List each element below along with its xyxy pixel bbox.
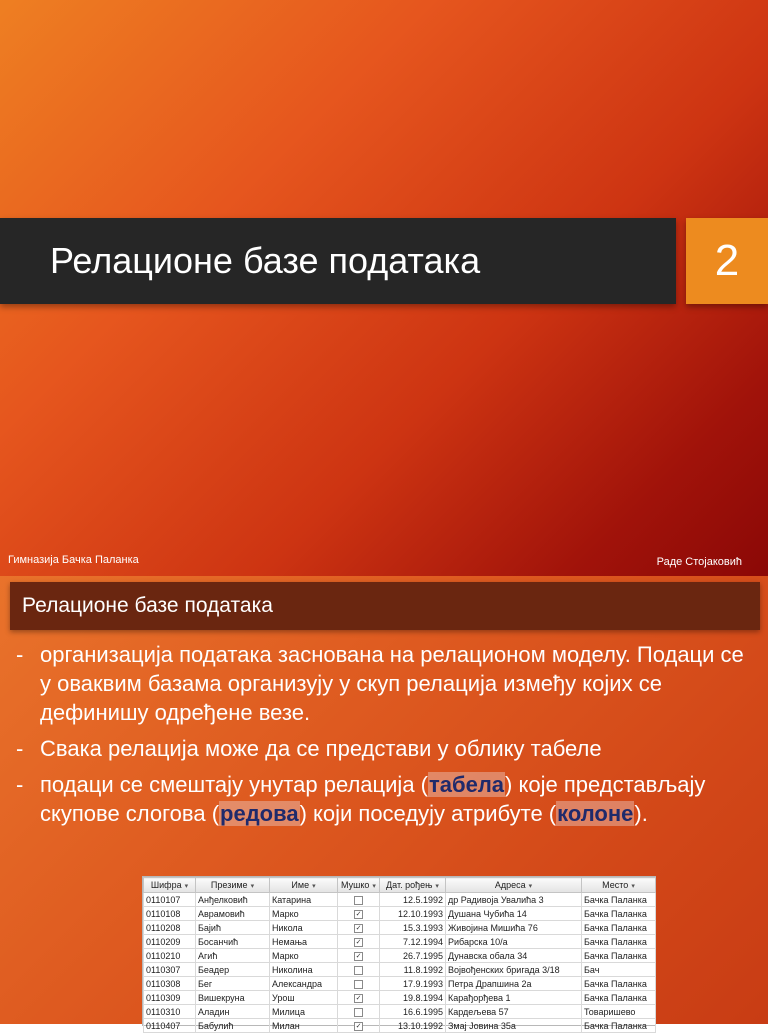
table-row[interactable]	[144, 893, 656, 907]
column-header[interactable]: Презиме ▾	[196, 878, 270, 893]
table-cell[interactable]: 0110209	[144, 935, 196, 949]
slide-number-box	[686, 218, 768, 304]
bullet-text: организација података заснована на релационом моделу. Подаци се у оваквим базама организују у скуп релација између којих се дефинишу одређене везе.	[40, 642, 744, 725]
unchecked-checkbox-icon[interactable]	[354, 896, 363, 905]
table-cell[interactable]: Петра Драпшина 2а	[446, 977, 582, 991]
checked-checkbox-icon[interactable]: ✓	[355, 1022, 362, 1030]
male-checkbox-cell[interactable]	[338, 921, 380, 935]
male-checkbox-cell[interactable]	[338, 935, 380, 949]
table-cell[interactable]: Милан	[270, 1019, 338, 1033]
table-cell[interactable]: 7.12.1994	[380, 935, 446, 949]
table-cell[interactable]: Бајић	[196, 921, 270, 935]
table-cell[interactable]: Агић	[196, 949, 270, 963]
male-checkbox-cell[interactable]	[338, 977, 380, 991]
column-header[interactable]: Место ▾	[582, 878, 656, 893]
title-bar	[0, 218, 676, 304]
slide-number: 2	[714, 236, 740, 285]
student-table-image	[142, 876, 656, 1031]
table-cell[interactable]: Товаришево	[582, 1005, 656, 1019]
table-cell[interactable]: Бачка Паланка	[582, 977, 656, 991]
table-cell[interactable]: 0110208	[144, 921, 196, 935]
table-cell[interactable]: Живојина Мишића 76	[446, 921, 582, 935]
dropdown-arrow-icon: ▾	[372, 883, 376, 890]
table-row[interactable]	[144, 1019, 656, 1033]
male-checkbox-cell[interactable]	[338, 949, 380, 963]
table-cell[interactable]: 12.5.1992	[380, 893, 446, 907]
table-cell[interactable]: Урош	[270, 991, 338, 1005]
table-cell[interactable]: Карађорђева 1	[446, 991, 582, 1005]
footer-school: Гимназија Бачка Паланка	[8, 554, 139, 566]
table-cell[interactable]: Босанчић	[196, 935, 270, 949]
table-row[interactable]	[144, 921, 656, 935]
table-cell[interactable]: 13.10.1992	[380, 1019, 446, 1033]
table-cell[interactable]: 19.8.1994	[380, 991, 446, 1005]
male-checkbox-cell[interactable]	[338, 907, 380, 921]
bullet-item	[16, 640, 756, 727]
dropdown-arrow-icon: ▾	[435, 883, 439, 890]
male-checkbox-cell[interactable]	[338, 1019, 380, 1033]
table-cell[interactable]: Бег	[196, 977, 270, 991]
table-cell[interactable]: 0110310	[144, 1005, 196, 1019]
bullet-text-part: ) који поседују атрибуте (	[299, 801, 557, 826]
unchecked-checkbox-icon[interactable]	[354, 1008, 363, 1017]
table-cell[interactable]: 0110107	[144, 893, 196, 907]
bullet-text: Свака релација може да се представи у облику табеле	[40, 736, 602, 761]
table-cell[interactable]: Николина	[270, 963, 338, 977]
content-header	[10, 582, 760, 630]
table-cell[interactable]: Аврамовић	[196, 907, 270, 921]
table-row[interactable]	[144, 949, 656, 963]
table-cell[interactable]: Марко	[270, 907, 338, 921]
male-checkbox-cell[interactable]	[338, 893, 380, 907]
table-cell[interactable]: Бачка Паланка	[582, 893, 656, 907]
column-header[interactable]: Дат. рођењ ▾	[380, 878, 446, 893]
dropdown-arrow-icon: ▾	[631, 883, 635, 890]
checked-checkbox-icon[interactable]: ✓	[355, 924, 362, 932]
table-cell[interactable]: 0110407	[144, 1019, 196, 1033]
table-cell[interactable]: 17.9.1993	[380, 977, 446, 991]
bullet-list	[16, 640, 756, 835]
unchecked-checkbox-icon[interactable]	[354, 966, 363, 975]
highlight-table: табела	[429, 772, 505, 797]
table-row[interactable]	[144, 1005, 656, 1019]
table-cell[interactable]: Војвођенских бригада 3/18	[446, 963, 582, 977]
bullet-item	[16, 770, 756, 828]
dropdown-arrow-icon: ▾	[312, 883, 316, 890]
table-cell[interactable]: Бачка Паланка	[582, 1019, 656, 1033]
table-row[interactable]	[144, 963, 656, 977]
unchecked-checkbox-icon[interactable]	[354, 980, 363, 989]
table-cell[interactable]: Бач	[582, 963, 656, 977]
table-cell[interactable]: Змај Јовина 35а	[446, 1019, 582, 1033]
bullet-dash: -	[16, 772, 24, 797]
content-slide	[0, 576, 768, 1031]
footer-author: Раде Стојаковић	[656, 556, 742, 568]
table-cell[interactable]: Бачка Паланка	[582, 935, 656, 949]
column-header[interactable]: Мушко ▾	[338, 878, 380, 893]
table-cell[interactable]: Бабулић	[196, 1019, 270, 1033]
table-row[interactable]	[144, 977, 656, 991]
table-cell[interactable]: Бачка Паланка	[582, 991, 656, 1005]
table-cell[interactable]: 16.6.1995	[380, 1005, 446, 1019]
table-cell[interactable]: Бачка Паланка	[582, 907, 656, 921]
bullet-dash: -	[16, 642, 24, 667]
table-cell[interactable]: 0110307	[144, 963, 196, 977]
table-cell[interactable]: Вишекруна	[196, 991, 270, 1005]
table-cell[interactable]: Бачка Паланка	[582, 921, 656, 935]
table-cell[interactable]: Анђелковић	[196, 893, 270, 907]
dropdown-arrow-icon: ▾	[250, 883, 255, 890]
table-cell[interactable]: 11.8.1992	[380, 963, 446, 977]
table-row[interactable]	[144, 907, 656, 921]
table-cell[interactable]: Беадер	[196, 963, 270, 977]
male-checkbox-cell[interactable]	[338, 991, 380, 1005]
male-checkbox-cell[interactable]	[338, 963, 380, 977]
table-cell[interactable]: Никола	[270, 921, 338, 935]
checked-checkbox-icon[interactable]: ✓	[355, 938, 362, 946]
table-cell[interactable]: 0110108	[144, 907, 196, 921]
dropdown-arrow-icon: ▾	[184, 883, 189, 890]
slide-title: Релационе базе података	[50, 240, 481, 281]
column-header[interactable]: Име ▾	[270, 878, 338, 893]
highlight-columns: колоне	[557, 801, 634, 826]
bullet-text-part: подаци се смештају унутар релација (	[40, 772, 428, 797]
table-cell[interactable]: Рибарска 10/а	[446, 935, 582, 949]
table-cell[interactable]: Душана Чубића 14	[446, 907, 582, 921]
checked-checkbox-icon[interactable]: ✓	[355, 910, 362, 918]
student-table	[143, 877, 656, 1033]
column-header[interactable]: Шифра ▾	[144, 878, 196, 893]
table-cell[interactable]: Бачка Паланка	[582, 949, 656, 963]
checked-checkbox-icon[interactable]: ✓	[355, 952, 362, 960]
column-header[interactable]: Адреса ▾	[446, 878, 582, 893]
table-cell[interactable]: Катарина	[270, 893, 338, 907]
table-cell[interactable]: Александра	[270, 977, 338, 991]
table-cell[interactable]: Кардељева 57	[446, 1005, 582, 1019]
table-cell[interactable]: Дунавска обала 34	[446, 949, 582, 963]
male-checkbox-cell[interactable]	[338, 1005, 380, 1019]
table-cell[interactable]: 0110210	[144, 949, 196, 963]
table-header-row	[144, 878, 656, 893]
bullet-item	[16, 734, 756, 763]
table-cell[interactable]: Милица	[270, 1005, 338, 1019]
table-cell[interactable]: Марко	[270, 949, 338, 963]
content-title: Релационе базе података	[22, 594, 273, 617]
highlight-rows: редова	[220, 801, 299, 826]
table-cell[interactable]: 0110309	[144, 991, 196, 1005]
table-body	[144, 893, 656, 1033]
bullet-dash: -	[16, 736, 24, 761]
bullet-text-part: ).	[634, 801, 648, 826]
table-row[interactable]	[144, 991, 656, 1005]
table-cell[interactable]: др Радивоја Увалића 3	[446, 893, 582, 907]
table-cell[interactable]: 12.10.1993	[380, 907, 446, 921]
bullet-text-part: ) које представљају скупове слогова (	[40, 772, 706, 826]
table-row[interactable]	[144, 935, 656, 949]
dropdown-arrow-icon: ▾	[528, 883, 533, 890]
table-cell[interactable]: 0110308	[144, 977, 196, 991]
checked-checkbox-icon[interactable]: ✓	[355, 994, 362, 1002]
table-cell[interactable]: Немања	[270, 935, 338, 949]
table-cell[interactable]: 15.3.1993	[380, 921, 446, 935]
table-cell[interactable]: 26.7.1995	[380, 949, 446, 963]
table-cell[interactable]: Аладин	[196, 1005, 270, 1019]
